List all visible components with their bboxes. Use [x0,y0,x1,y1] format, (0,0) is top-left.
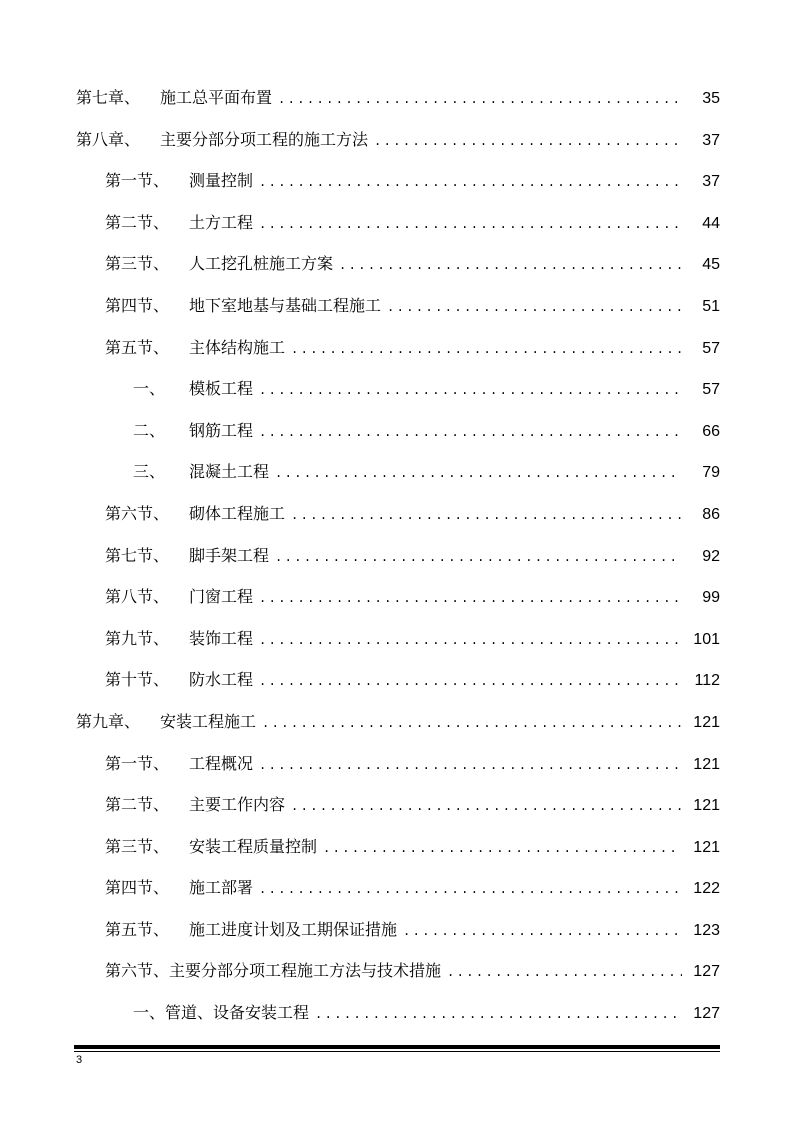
toc-entry-number: 第九章、 [76,711,141,731]
toc-entry-title: 安装工程质量控制 [189,836,318,856]
toc-entry-page: 92 [702,547,720,565]
toc-entry-label [76,119,368,161]
toc-entry-label [133,368,253,410]
toc-entry-label [105,950,441,992]
toc-entry[interactable] [76,493,720,535]
toc-entry-page: 101 [693,630,720,648]
toc-dot-leader [339,245,682,287]
toc-entry-title: 安装工程施工 [160,711,257,731]
toc-entry-title: 人工挖孔桩施工方案 [189,254,334,274]
toc-entry-label [76,77,272,119]
toc-dot-leader [259,869,682,911]
toc-entry-number: 第二节、 [105,212,170,232]
toc-entry-title: 施工部署 [189,878,254,898]
toc-entry-label [105,285,381,327]
toc-entry-title: 施工总平面布置 [160,88,273,107]
toc-entry[interactable] [76,659,720,701]
toc-entry-label [105,784,285,826]
toc-entry-label [105,826,317,868]
toc-entry-title: 施工进度计划及工期保证措施 [189,919,398,939]
toc-entry[interactable] [76,202,720,244]
toc-dot-leader [262,703,682,745]
toc-entry-label [105,327,285,369]
toc-entry-label [105,909,397,951]
toc-entry[interactable] [76,285,720,327]
toc-entry-title: 脚手架工程 [189,545,270,565]
toc-entry-title: 主体结构施工 [189,337,286,357]
toc-entry-title: 土方工程 [189,212,254,232]
toc-entry-number: 第八节、 [105,587,170,607]
toc-entry-title: 测量控制 [189,171,254,191]
toc-entry-label [105,160,253,202]
toc-entry[interactable] [76,160,720,202]
toc-entry-number: 第四节、 [105,295,170,315]
toc-dot-leader [259,204,682,246]
toc-entry-label [105,867,253,909]
toc-entry[interactable] [76,701,720,743]
toc-entry-number: 第五节、 [105,337,170,357]
toc-entry-title: 钢筋工程 [189,420,254,440]
toc-entry-page: 121 [693,838,720,856]
toc-entry[interactable] [76,410,720,452]
toc-entry-number: 第三节、 [105,254,170,274]
toc-entry-number: 第八章、 [76,129,141,149]
toc-entry-title: 装饰工程 [189,628,254,648]
toc-entry-page: 122 [693,880,720,898]
toc-entry-label [105,576,253,618]
toc-entry-page: 121 [693,797,720,815]
toc-dot-leader [315,994,682,1036]
toc-dot-leader [278,79,682,121]
toc-entry-number: 一、 [133,1003,166,1023]
toc-entry-page: 86 [702,505,720,523]
toc-entry-label [133,451,269,493]
toc-entry-page: 51 [702,297,720,315]
toc-dot-leader [259,578,682,620]
toc-dot-leader [259,162,682,204]
toc-entry-title: 主要分部分项工程施工方法与技术措施 [169,961,442,981]
toc-entry-page: 45 [702,256,720,274]
toc-entry-page: 123 [693,921,720,939]
toc-entry-number: 第六节、 [105,961,170,981]
toc-entry[interactable] [76,950,720,992]
page-number: 3 [76,1054,83,1066]
toc-entry[interactable] [76,909,720,951]
toc-entry-title: 主要分部分项工程的施工方法 [160,129,369,149]
toc-entry-label [105,618,253,660]
toc-dot-leader [291,495,682,537]
toc-dot-leader [259,412,682,454]
toc-entry[interactable] [76,368,720,410]
toc-entry-label [105,243,333,285]
toc-entry-number: 二、 [133,420,166,440]
toc-entry[interactable] [76,451,720,493]
toc-entry-number: 第十节、 [105,670,170,690]
toc-entry-page: 112 [694,672,720,690]
toc-entry-page: 121 [693,755,720,773]
toc-entry-page: 35 [702,90,720,107]
toc-dot-leader [259,661,682,703]
toc-entry[interactable] [76,576,720,618]
toc-entry-label [76,701,256,743]
toc-entry[interactable] [76,618,720,660]
toc-dot-leader [291,786,682,828]
toc-entry[interactable] [76,743,720,785]
toc-dot-leader [374,121,682,163]
toc-entry-page: 99 [702,589,720,607]
toc-entry-title: 混凝土工程 [189,462,270,482]
toc-entry-title: 主要工作内容 [189,795,286,815]
toc-entry-title: 防水工程 [189,670,254,690]
toc-entry-page: 127 [693,1005,720,1023]
toc-entry-number: 第四节、 [105,878,170,898]
toc-entry-number: 第七章、 [76,88,141,107]
toc-entry[interactable] [76,119,720,161]
toc-entry-title: 门窗工程 [189,587,254,607]
toc-dot-leader [259,370,682,412]
toc-entry-number: 一、 [133,379,166,399]
toc-entry-number: 第一节、 [105,753,170,773]
toc-entry-page: 57 [702,381,720,399]
footer-rule-thick [74,1045,720,1049]
toc-entry[interactable] [76,867,720,909]
toc-entry[interactable] [76,826,720,868]
toc-entry-number: 第九节、 [105,628,170,648]
toc-dot-leader [259,620,682,662]
toc-entry-page: 121 [693,713,720,731]
toc-dot-leader [323,828,682,870]
table-of-contents [76,77,720,1034]
toc-entry-label [105,202,253,244]
toc-entry-label [105,493,285,535]
footer-rule-thin [74,1051,720,1052]
toc-dot-leader [403,911,682,953]
toc-entry-number: 第一节、 [105,171,170,191]
toc-entry-number: 第七节、 [105,545,170,565]
toc-entry-title: 模板工程 [189,379,254,399]
toc-dot-leader [275,537,682,579]
toc-entry-page: 127 [693,963,720,981]
toc-entry-page: 44 [702,214,720,232]
toc-dot-leader [259,745,682,787]
toc-entry-number: 三、 [133,462,166,482]
toc-entry-number: 第二节、 [105,795,170,815]
toc-entry-page: 37 [702,173,720,191]
toc-entry[interactable] [76,243,720,285]
toc-entry-label [133,992,309,1034]
toc-entry[interactable] [76,77,720,119]
toc-entry-page: 79 [702,464,720,482]
toc-entry-number: 第六节、 [105,503,170,523]
toc-dot-leader [275,453,682,495]
toc-entry[interactable] [76,535,720,577]
toc-dot-leader [291,329,682,371]
toc-entry-label [105,659,253,701]
toc-entry-label [133,410,253,452]
toc-entry[interactable] [76,327,720,369]
toc-entry-title: 砌体工程施工 [189,503,286,523]
toc-entry-number: 第三节、 [105,836,170,856]
toc-entry-label [105,743,253,785]
toc-entry-page: 37 [702,131,720,149]
toc-entry-page: 57 [702,339,720,357]
toc-entry-title: 工程概况 [189,753,254,773]
toc-entry-title: 管道、设备安装工程 [165,1003,310,1023]
toc-entry[interactable] [76,992,720,1034]
toc-entry[interactable] [76,784,720,826]
toc-entry-number: 第五节、 [105,919,170,939]
toc-dot-leader [387,287,682,329]
toc-entry-page: 66 [702,422,720,440]
toc-entry-label [105,535,269,577]
toc-dot-leader [447,952,682,994]
toc-entry-title: 地下室地基与基础工程施工 [189,295,382,315]
